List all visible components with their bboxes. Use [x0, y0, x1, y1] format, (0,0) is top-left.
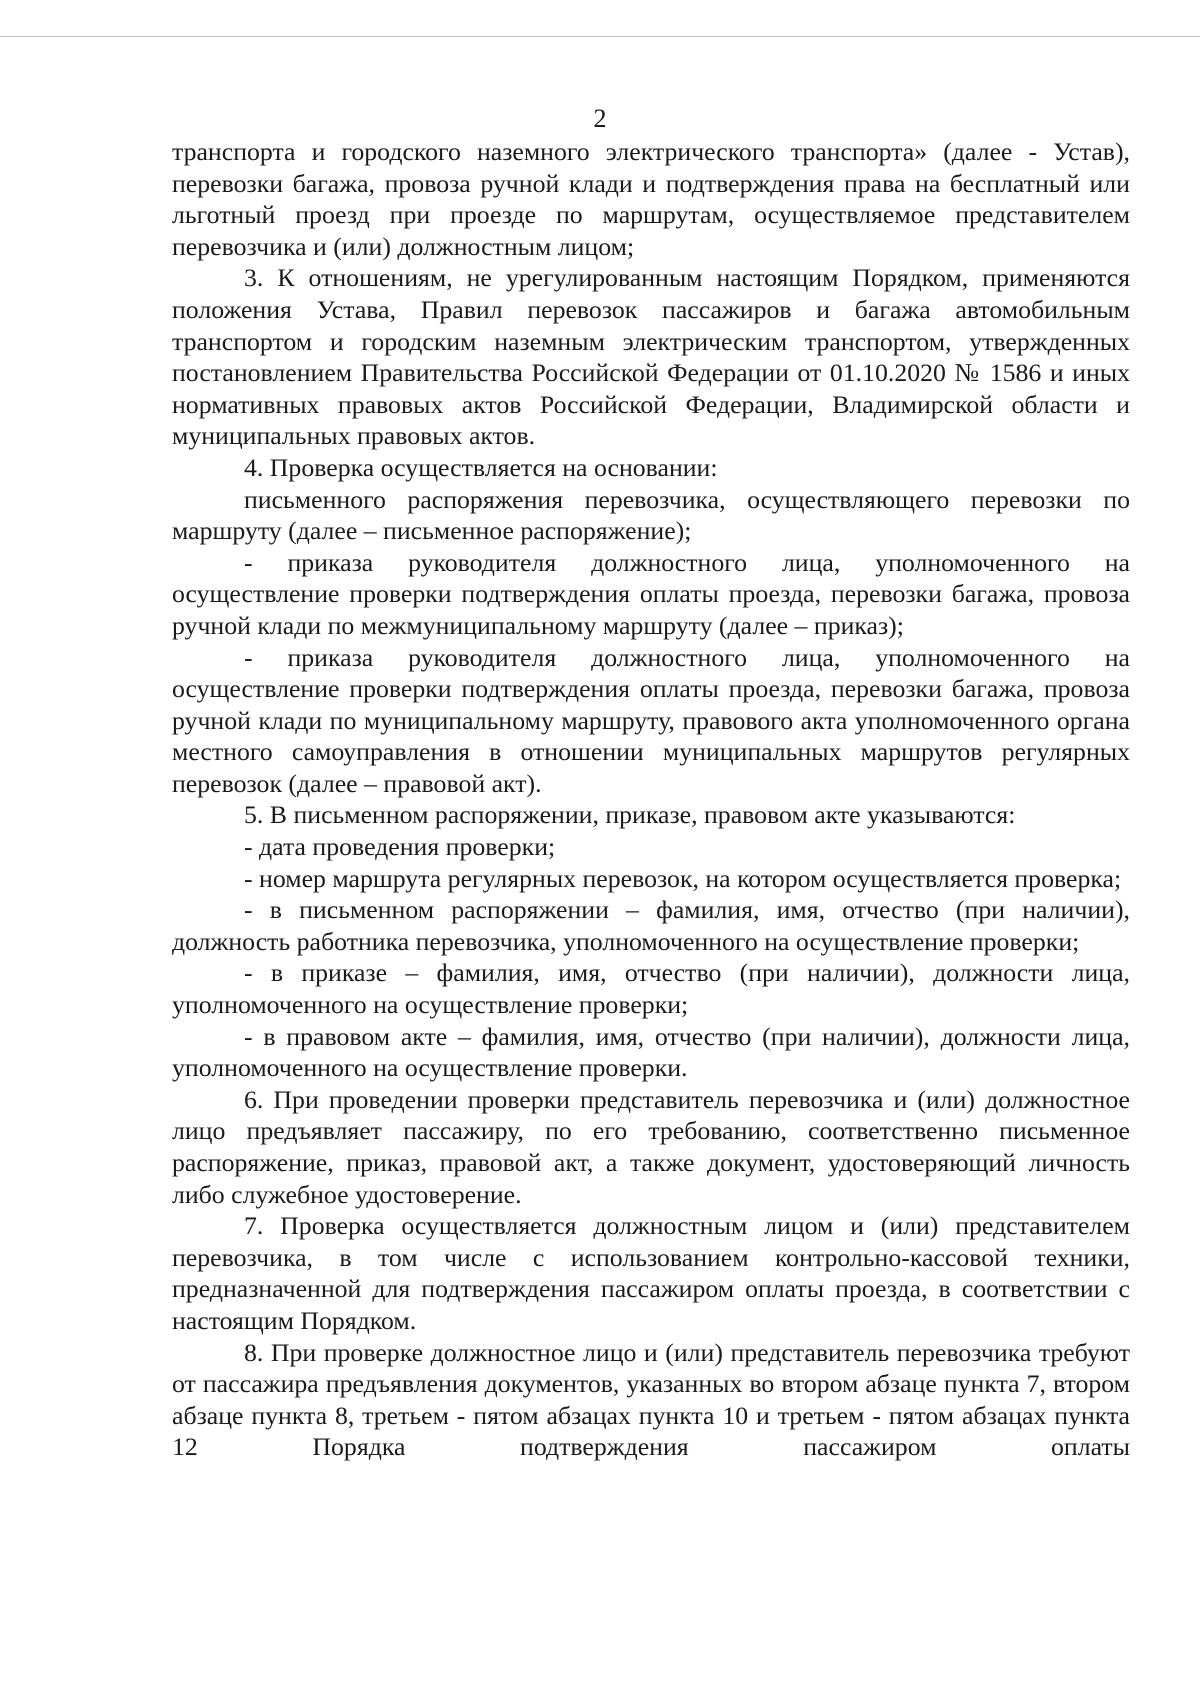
paragraph: 5. В письменном распоряжении, приказе, правовом акте указываются: [244, 800, 1016, 830]
paragraph: - приказа руководителя должностного лица, уполномоченного на осуществление проверки подтверждения оплаты проезда, перевозки багажа, провоза ручной клади по межмуниципальному маршруту (далее – приказ); [172, 547, 1130, 640]
paragraph: 6. При проведении проверки представитель перевозчика и (или) должностное лицо предъявляет пассажиру, по его требованию, соответственно письменное распоряжение, приказ, правовой акт, а также документ, удостоверяющий личность либо служебное удостоверение. [172, 1084, 1130, 1209]
paragraph: - в правовом акте – фамилия, имя, отчество (при наличии), должности лица, уполномоченного на осуществление проверки. [172, 1021, 1130, 1083]
paragraph: - дата проведения проверки; [244, 832, 556, 862]
paragraph: - в приказе – фамилия, имя, отчество (при наличии), должности лица, уполномоченного на осуществление проверки; [172, 958, 1130, 1020]
page-number: 2 [593, 104, 607, 133]
paragraph: 7. Проверка осуществляется должностным лицом и (или) представителем перевозчика, в том числе с использованием контрольно-кассовой техники, предназначенной для подтверждения пассажиром оплаты проезда, в соответствии с настоящим Порядком. [172, 1211, 1130, 1335]
paragraph: 4. Проверка осуществляется на основании: [244, 452, 718, 482]
paragraph: 8. При проверке должностное лицо и (или) представитель перевозчика требуют от пассажира предъявления документов, указанных во втором абзаце пункта 7, втором абзаце пункта 8, третьем - пятом абзацах пункта 10 и третьем - пятом абзацах пункта 12 Порядка подтверждения пассажиром оплаты [172, 1337, 1130, 1462]
paragraph: - приказа руководителя должностного лица, уполномоченного на осуществление проверки подтверждения оплаты проезда, перевозки багажа, провоза ручной клади по муниципальному маршруту, правового акта уполномоченного органа местного самоуправления в отношении муниципальных маршрутов регулярных перевозок (далее – правовой акт). [172, 642, 1130, 798]
paragraph: 3. К отношениям, не урегулированным настоящим Порядком, применяются положения Устава, Правил перевозок пассажиров и багажа автомобильным транспортом и городским наземным электрическим транспортом, утвержденных постановлением Правительства Российской Федерации от 01.10.2020 № 1586 и иных нормативных правовых актов Российской Федерации, Владимирской области и муниципальных правовых актов. [172, 263, 1130, 451]
document-body [172, 136, 1130, 1463]
paragraph: письменного распоряжения перевозчика, осуществляющего перевозки по маршруту (далее – письменное распоряжение); [172, 484, 1130, 546]
paragraph: транспорта и городского наземного электрического транспорта» (далее - Устав), перевозки багажа, провоза ручной клади и подтверждения права на бесплатный или льготный проезд при проезде по маршрутам, осуществляемое представителем перевозчика и (или) должностным лицом; [172, 137, 1130, 261]
paragraph: - в письменном распоряжении – фамилия, имя, отчество (при наличии), должность работника перевозчика, уполномоченного на осуществление проверки; [172, 895, 1130, 956]
scan-edge-line [0, 36, 1200, 37]
paragraph: - номер маршрута регулярных перевозок, на котором осуществляется проверка; [244, 863, 1122, 893]
